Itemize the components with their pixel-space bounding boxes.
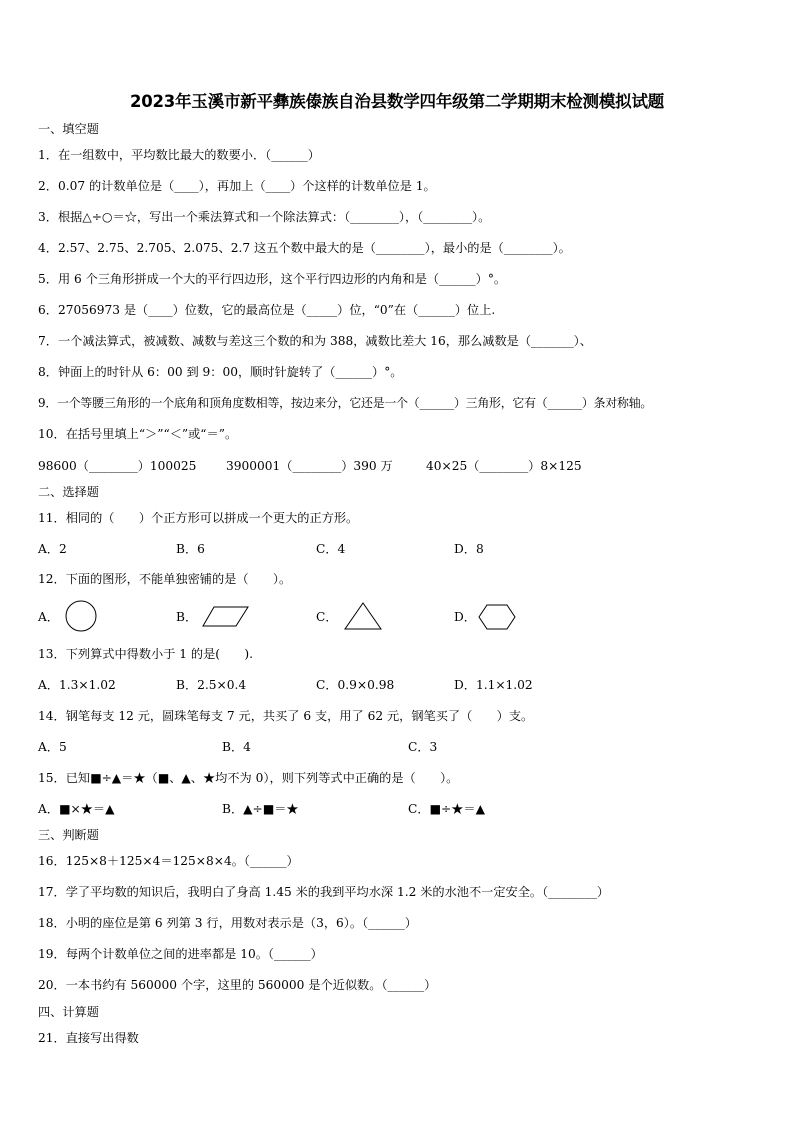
question-1: 1．在一组数中，平均数比最大的数要小．（______） (38, 148, 320, 162)
section-judge: 三、判断题 (38, 828, 99, 842)
q14-option-a: A．5 (38, 740, 67, 754)
q13-option-a: A．1.3×1.02 (38, 678, 116, 692)
parallelogram-icon (202, 604, 250, 628)
question-8: 8．钟面上的时针从 6：00 到 9：00，顺时针旋转了（______）°。 (38, 365, 403, 379)
page-title: 2023年玉溪市新平彝族傣族自治县数学四年级第二学期期末检测模拟试题 (129, 92, 665, 111)
question-21: 21．直接写出得数 (38, 1031, 139, 1045)
q11-option-d: D．8 (454, 542, 484, 556)
q13-option-b: B．2.5×0.4 (176, 678, 247, 692)
question-17: 17．学了平均数的知识后，我明白了身高 1.45 米的我到平均水深 1.2 米的水池不一定安全。（________） (38, 885, 610, 899)
q11-option-a: A．2 (38, 542, 67, 556)
q15-option-c: C．■÷★＝▲ (408, 802, 485, 816)
q10-item-2: 3900001（________）390 万 (226, 459, 393, 473)
question-11: 11．相同的（ ）个正方形可以拼成一个更大的正方形。 (38, 511, 359, 525)
question-2: 2．0.07 的计数单位是（____），再加上（____）个这样的计数单位是 1。 (38, 179, 436, 193)
question-15: 15．已知■÷▲＝★（■、▲、★均不为 0），则下列等式中正确的是（ ）。 (38, 771, 459, 785)
question-16: 16．125×8＋125×4＝125×8×4。（______） (38, 854, 299, 868)
q12-option-c: C． (316, 610, 338, 624)
question-9: 9．一个等腰三角形的一个底角和顶角度数相等，按边来分，它还是一个（______）三角形，它有（______）条对称轴。 (38, 396, 653, 410)
question-20: 20．一本书约有 560000 个字，这里的 560000 是个近似数。（______） (38, 978, 437, 992)
q14-option-c: C．3 (408, 740, 438, 754)
section-calc: 四、计算题 (38, 1005, 99, 1019)
question-10: 10．在括号里填上“＞”“＜”或“＝”。 (38, 427, 238, 441)
section-fill-blank: 一、填空题 (38, 122, 99, 136)
q12-option-a: A． (38, 610, 59, 624)
q15-option-a: A．■×★＝▲ (38, 802, 115, 816)
q11-option-b: B．6 (176, 542, 205, 556)
question-13: 13．下列算式中得数小于 1 的是( ). (38, 647, 254, 661)
question-19: 19．每两个计数单位之间的进率都是 10。（______） (38, 947, 323, 961)
question-12: 12．下面的图形，不能单独密铺的是（ ）。 (38, 572, 292, 586)
circle-icon (64, 599, 100, 635)
triangle-icon (344, 601, 384, 631)
q15-option-b: B．▲÷■＝★ (222, 802, 299, 816)
q12-option-d: D． (454, 610, 476, 624)
question-6: 6．27056973 是（____）位数，它的最高位是（_____）位，“0”在（______）位上. (38, 303, 496, 317)
q13-option-d: D．1.1×1.02 (454, 678, 533, 692)
hexagon-icon (478, 603, 518, 631)
q14-option-b: B．4 (222, 740, 251, 754)
section-choice: 二、选择题 (38, 485, 99, 499)
question-3: 3．根据△÷○＝☆，写出一个乘法算式和一个除法算式：（________），（________）。 (38, 210, 491, 224)
q12-option-b: B． (176, 610, 198, 624)
question-4: 4．2.57、2.75、2.705、2.075、2.7 这五个数中最大的是（________），最小的是（________）。 (38, 241, 571, 255)
question-18: 18．小明的座位是第 6 列第 3 行，用数对表示是（3，6）。（______） (38, 916, 417, 930)
q10-item-3: 40×25（________）8×125 (426, 459, 582, 473)
question-14: 14．钢笔每支 12 元，圆珠笔每支 7 元，共买了 6 支，用了 62 元，钢笔买了（ ）支。 (38, 709, 534, 723)
question-5: 5．用 6 个三角形拼成一个大的平行四边形，这个平行四边形的内角和是（______）°。 (38, 272, 507, 286)
q11-option-c: C．4 (316, 542, 346, 556)
q13-option-c: C．0.9×0.98 (316, 678, 395, 692)
question-7: 7．一个减法算式，被减数、减数与差这三个数的和为 388，减数比差大 16，那么减数是（_______）、 (38, 334, 592, 348)
q10-item-1: 98600（________）100025 (38, 459, 197, 473)
